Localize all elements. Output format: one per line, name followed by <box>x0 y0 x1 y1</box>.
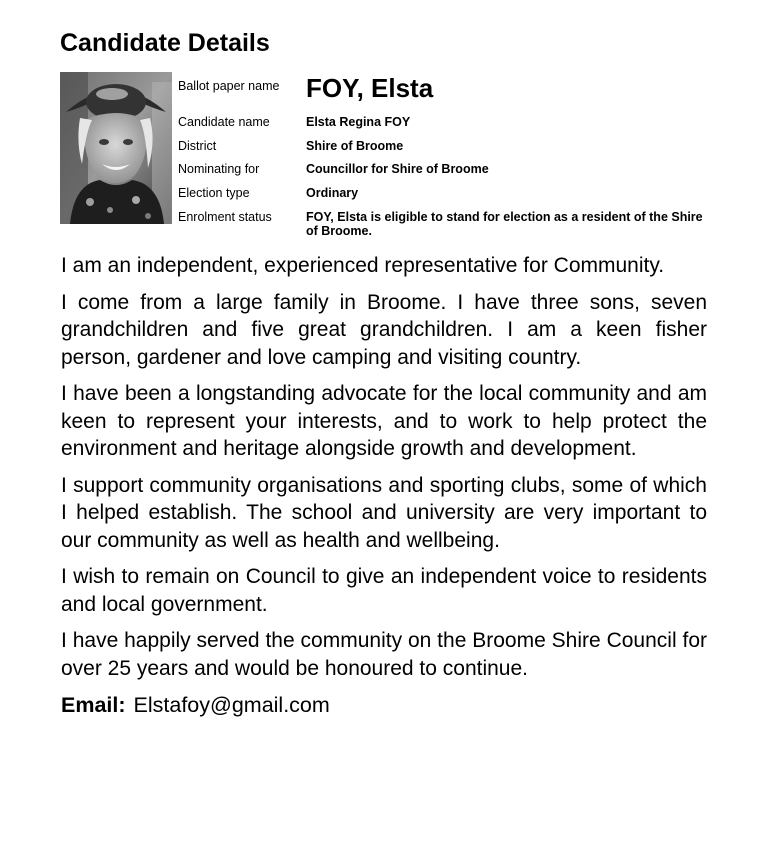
candidate-details-table <box>178 72 708 238</box>
candidate-name-row <box>178 115 708 139</box>
ballot-paper-name-label: Ballot paper name <box>178 79 280 93</box>
email-address[interactable]: Elstafoy@gmail.com <box>133 693 330 717</box>
candidate-name: Elsta Regina FOY <box>306 115 411 129</box>
district-value: Shire of Broome <box>306 138 404 153</box>
nominating-for-row <box>178 162 708 186</box>
email-label: Email: <box>61 693 126 717</box>
district-label: District <box>178 138 217 153</box>
statement-paragraph: I have been a longstanding advocate for the local community and am keen to represent your interests, and to work to help protect the environment and heritage alongside growth and development. <box>61 382 707 460</box>
enrolment-status-row <box>178 210 708 238</box>
nominating-for-label: Nominating for <box>178 162 260 177</box>
nominating-for-value: Councillor for Shire of Broome <box>306 162 489 177</box>
election-type-value: Ordinary <box>306 186 359 201</box>
election-type-label: Election type <box>178 186 250 201</box>
ballot-paper-name-row <box>178 72 708 115</box>
statement-paragraph: I have happily served the community on the Broome Shire Council for over 25 years and would be honoured to continue. <box>61 629 707 680</box>
statement-paragraph: I support community organisations and sporting clubs, some of which I helped establish. The school and university are very important to our community as well as health and wellbeing. <box>61 473 707 552</box>
statement-paragraph: I wish to remain on Council to give an independent voice to residents and local government. <box>61 565 707 616</box>
enrolment-status-value: FOY, Elsta is eligible to stand for election as a resident of the Shire of Broome. <box>306 209 703 238</box>
election-type-row <box>178 186 708 210</box>
ballot-paper-name: FOY, Elsta <box>306 73 434 103</box>
enrolment-status-label: Enrolment status <box>178 209 272 224</box>
candidate-name-label: Candidate name <box>178 115 270 129</box>
page-title: Candidate Details <box>60 29 270 57</box>
district-row <box>178 139 708 163</box>
candidate-statement <box>61 252 707 719</box>
candidate-photo <box>60 72 172 224</box>
statement-paragraph: I am an independent, experienced representative for Community. <box>61 254 665 277</box>
statement-paragraph: I come from a large family in Broome. I have three sons, seven grandchildren and five great grandchildren. I am a keen fisher person, gardener and love camping and visiting country. <box>61 290 707 369</box>
email-line <box>61 691 707 719</box>
